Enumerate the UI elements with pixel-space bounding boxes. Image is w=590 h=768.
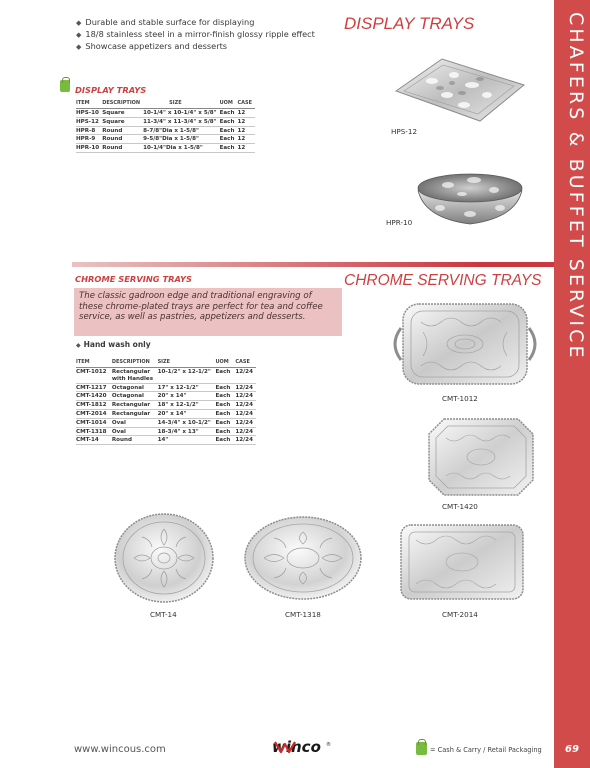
item-uom: Each xyxy=(215,427,235,436)
item-description: Round xyxy=(102,144,143,153)
table-row xyxy=(76,392,256,401)
section-divider xyxy=(72,262,554,267)
care-note xyxy=(76,340,151,349)
column-header: ITEM xyxy=(76,99,102,109)
item-size: 10-1/4" x 10-1/4" x 5/8" xyxy=(143,109,219,118)
display-trays-heading: DISPLAY TRAYS xyxy=(344,14,475,33)
column-header: UOM xyxy=(215,358,235,368)
item-code: CMT-1420 xyxy=(76,392,112,401)
feature-item xyxy=(76,41,315,53)
item-description: Rectangular xyxy=(112,409,158,418)
item-uom: Each xyxy=(220,135,238,144)
display-features-list xyxy=(76,17,315,53)
item-uom: Each xyxy=(215,409,235,418)
table-row xyxy=(76,368,256,384)
item-case: 12 xyxy=(237,135,255,144)
shopping-bag-icon xyxy=(60,80,70,92)
svg-text:winco: winco xyxy=(272,738,321,756)
hpr-10-bowl-image xyxy=(414,170,526,226)
packaging-legend xyxy=(416,740,550,758)
item-case: 12/24 xyxy=(235,427,256,436)
item-code: HPS-12 xyxy=(76,117,102,126)
hps-12-tray-image xyxy=(392,55,528,125)
table-row xyxy=(76,117,255,126)
item-case: 12 xyxy=(237,144,255,153)
feature-text: Showcase appetizers and desserts xyxy=(85,41,228,51)
winco-logo xyxy=(272,738,342,756)
image-caption: HPR-10 xyxy=(386,218,413,227)
column-header: DESCRIPTION xyxy=(112,358,158,368)
item-case: 12/24 xyxy=(235,418,256,427)
item-size: 14-3/4" x 10-1/2" xyxy=(158,418,216,427)
item-description: Oval xyxy=(112,418,158,427)
table-row xyxy=(76,418,256,427)
column-header: CASE xyxy=(235,358,256,368)
table-row xyxy=(76,135,255,144)
image-caption: CMT-14 xyxy=(150,610,177,619)
item-description: Round xyxy=(102,135,143,144)
item-size: 10-1/4"Dia x 1-5/8" xyxy=(143,144,219,153)
table-row xyxy=(76,383,256,392)
item-code: CMT-2014 xyxy=(76,409,112,418)
column-header: UOM xyxy=(220,99,238,109)
cmt-2014-tray-image xyxy=(398,522,526,602)
column-header: DESCRIPTION xyxy=(102,99,143,109)
item-case: 12/24 xyxy=(235,409,256,418)
item-size: 17" x 12-1/2" xyxy=(158,383,216,392)
item-size: 18-3/4" x 13" xyxy=(158,427,216,436)
sidebar-band xyxy=(554,0,590,768)
item-code: CMT-1318 xyxy=(76,427,112,436)
item-description: Square xyxy=(102,109,143,118)
table-row xyxy=(76,109,255,118)
display-trays-table xyxy=(76,99,255,153)
item-code: CMT-1012 xyxy=(76,368,112,384)
cmt-1420-tray-image xyxy=(426,416,536,498)
item-uom: Each xyxy=(220,109,238,118)
item-size: 20" x 14" xyxy=(158,392,216,401)
chrome-table-title: CHROME SERVING TRAYS xyxy=(75,274,192,284)
item-uom: Each xyxy=(215,418,235,427)
item-case: 12 xyxy=(237,126,255,135)
item-code: HPR-10 xyxy=(76,144,102,153)
shopping-bag-icon xyxy=(416,742,427,755)
item-code: CMT-1014 xyxy=(76,418,112,427)
column-header: CASE xyxy=(237,99,255,109)
chrome-trays-heading: CHROME SERVING TRAYS xyxy=(344,272,542,289)
item-size: 8-7/8"Dia x 1-5/8" xyxy=(143,126,219,135)
item-code: CMT-1812 xyxy=(76,401,112,410)
table-header-row xyxy=(76,99,255,109)
item-uom: Each xyxy=(215,383,235,392)
table-row xyxy=(76,126,255,135)
display-table-title: DISPLAY TRAYS xyxy=(75,85,147,95)
image-caption: CMT-2014 xyxy=(442,610,478,619)
item-uom: Each xyxy=(215,368,235,384)
care-note-text: Hand wash only xyxy=(83,340,151,349)
image-caption: CMT-1012 xyxy=(442,394,478,403)
callout-text: The classic gadroon edge and traditional engraving of these chrome-plated trays are perfect for tea and coffee service, as well as pastries, appetizers and desserts. xyxy=(79,291,323,323)
chrome-description-callout xyxy=(74,288,342,336)
diamond-bullet-icon: ◆ xyxy=(76,43,82,51)
sidebar-title: CHAFERS & BUFFET SERVICE xyxy=(565,12,587,361)
feature-item xyxy=(76,29,315,41)
item-description: Round xyxy=(112,436,158,445)
item-uom: Each xyxy=(215,401,235,410)
item-case: 12/24 xyxy=(235,383,256,392)
svg-text:®: ® xyxy=(326,742,331,748)
item-code: HPR-8 xyxy=(76,126,102,135)
item-size: 14" xyxy=(158,436,216,445)
cmt-1318-tray-image xyxy=(242,514,364,602)
column-header: SIZE xyxy=(158,358,216,368)
item-code: HPR-9 xyxy=(76,135,102,144)
item-size: 18" x 12-1/2" xyxy=(158,401,216,410)
item-uom: Each xyxy=(220,117,238,126)
item-description: Rectangular xyxy=(112,401,158,410)
diamond-bullet-icon: ◆ xyxy=(76,342,81,349)
table-row xyxy=(76,144,255,153)
item-size: 20" x 14" xyxy=(158,409,216,418)
item-code: HPS-10 xyxy=(76,109,102,118)
item-case: 12/24 xyxy=(235,368,256,384)
image-caption: CMT-1420 xyxy=(442,502,478,511)
cmt-14-tray-image xyxy=(112,511,216,605)
item-uom: Each xyxy=(220,126,238,135)
column-header: SIZE xyxy=(143,99,219,109)
item-uom: Each xyxy=(220,144,238,153)
website-link[interactable]: www.wincous.com xyxy=(74,744,166,755)
column-header: ITEM xyxy=(76,358,112,368)
item-size: 11-3/4" x 11-3/4" x 5/8" xyxy=(143,117,219,126)
diamond-bullet-icon: ◆ xyxy=(76,19,82,27)
item-code: CMT-14 xyxy=(76,436,112,445)
item-description: Oval xyxy=(112,427,158,436)
item-description: Round xyxy=(102,126,143,135)
item-case: 12 xyxy=(237,109,255,118)
item-case: 12/24 xyxy=(235,436,256,445)
item-code: CMT-1217 xyxy=(76,383,112,392)
page-number: 69 xyxy=(565,744,579,755)
item-case: 12 xyxy=(237,117,255,126)
item-uom: Each xyxy=(215,392,235,401)
item-uom: Each xyxy=(215,436,235,445)
table-row xyxy=(76,436,256,445)
feature-text: 18/8 stainless steel in a mirror-finish glossy ripple effect xyxy=(85,29,315,39)
item-case: 12/24 xyxy=(235,401,256,410)
image-caption: CMT-1318 xyxy=(285,610,321,619)
diamond-bullet-icon: ◆ xyxy=(76,31,82,39)
feature-item xyxy=(76,17,315,29)
item-size: 9-5/8"Dia x 1-5/8" xyxy=(143,135,219,144)
item-size: 10-1/2" x 12-1/2" xyxy=(158,368,216,384)
image-caption: HPS-12 xyxy=(391,127,418,136)
table-header-row xyxy=(76,358,256,368)
table-row xyxy=(76,427,256,436)
legend-text: = Cash & Carry / Retail Packaging xyxy=(430,746,542,754)
table-row xyxy=(76,401,256,410)
item-description: Octagonal xyxy=(112,392,158,401)
table-row xyxy=(76,409,256,418)
cmt-1012-tray-image xyxy=(387,298,543,390)
item-description: Rectangular with Handles xyxy=(112,368,158,384)
item-description: Square xyxy=(102,117,143,126)
item-description: Octagonal xyxy=(112,383,158,392)
feature-text: Durable and stable surface for displaying xyxy=(85,17,255,27)
chrome-trays-table xyxy=(76,358,256,445)
item-case: 12/24 xyxy=(235,392,256,401)
